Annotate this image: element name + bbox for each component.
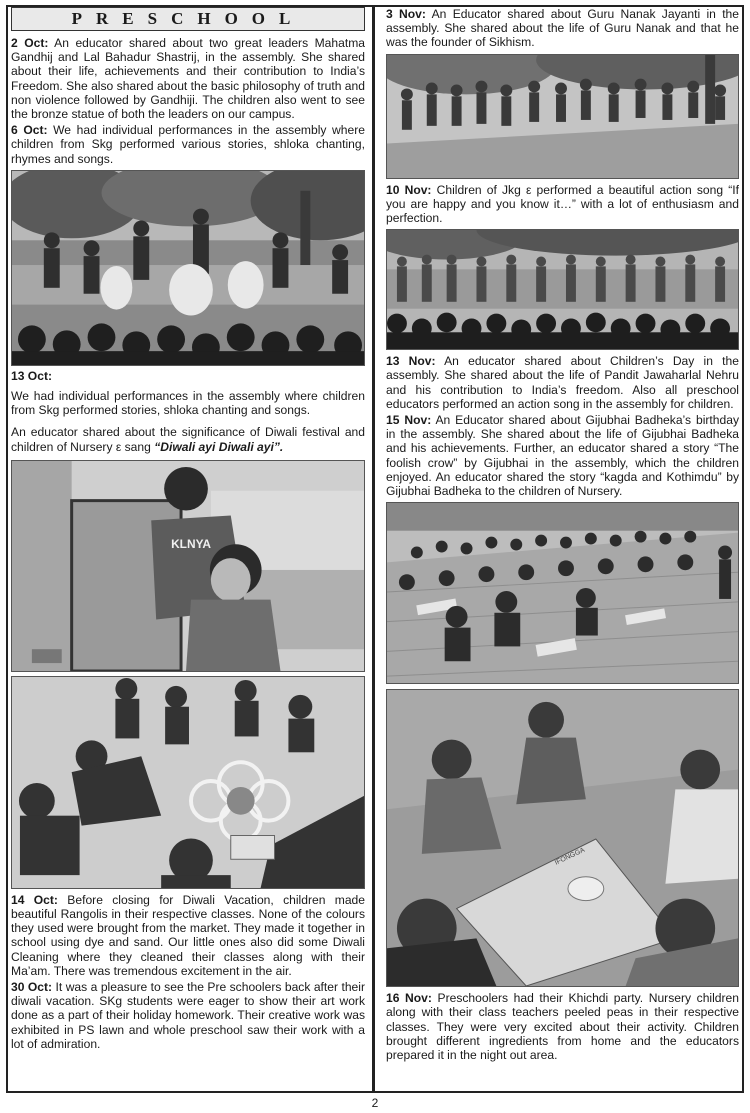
tshirt-print: KLNYA: [171, 537, 212, 552]
photo-diwali-cleaning: [11, 460, 365, 672]
entry-date: 15 Nov:: [386, 413, 432, 428]
entry-date: 13 Nov:: [386, 354, 436, 369]
photo-story-session: [386, 502, 739, 684]
entry-13-nov: [386, 354, 739, 411]
entry-13-oct-diwali: [11, 425, 365, 453]
entry-text: Preschoolers had their Khichdi party. Nursery children along with their class teachers peeled peas in their respective classes. They were very excited about their activity. Children brought different ingredients from home and the educators prepared it in the night out area.: [386, 991, 739, 1063]
entry-2-oct: [11, 36, 365, 121]
entry-date: 10 Nov:: [386, 182, 432, 197]
entry-date: 30 Oct:: [11, 980, 53, 995]
entry-date: 3 Nov:: [386, 7, 426, 21]
entry-10-nov: [386, 183, 739, 226]
entry-date: 14 Oct:: [11, 892, 58, 907]
entry-date: 16 Nov:: [386, 991, 432, 1006]
entry-date: 6 Oct:: [11, 123, 48, 138]
entry-13-oct-text: We had individual performances in the assembly where children from Skg performed stories, shloka chanting and songs.: [11, 389, 365, 418]
page-number: 2: [371, 1096, 379, 1110]
masthead-title: PRESCHOOL: [71, 9, 305, 28]
photo-educators-song: [386, 229, 739, 350]
photo-rangoli: [11, 676, 365, 889]
photo-khichdi-party: [386, 689, 739, 987]
entry-15-nov: [386, 413, 739, 498]
box-print: IFONGGA: [553, 847, 586, 867]
entry-text: It was a pleasure to see the Pre schoolers back after their diwali vacation. SKg students were eager to show their art work done as a part of their holiday homework. Their creative work was exhibited in PS lawn and whole preschool saw their work with a lot of admiration.: [11, 980, 365, 1051]
entry-14-oct: [11, 893, 365, 978]
entry-text: An educator shared about the significance of Diwali festival and children of Nursery ε sang: [11, 425, 365, 454]
column-divider: [372, 5, 375, 1093]
right-column: [386, 7, 739, 1064]
entry-13-oct-date: 13 Oct:: [11, 368, 52, 383]
entry-text: An Educator shared about Gijubhai Badheka’s birthday in the assembly. She shared about the life of Gijubhai Badheka and his achievements. Further, an educator shared a story “The foolish crow” by Gijubhai in the assembly, which the children enjoyed. An educator shared the story “kagda and Kothimdu” by Gijubhai Badheka to the children of Nursery.: [386, 413, 739, 499]
section-masthead: [11, 7, 365, 31]
entry-text: An Educator shared about Guru Nanak Jayanti in the assembly. She shared about the life of Guru Nanak and that he was the founder of Sikhism.: [386, 7, 739, 50]
entry-text: An educator shared about two great leaders Mahatma Gandhij and Lal Bahadur Shastrij, in the assembly. She shared about their life, achievements and their contribution to India’s Freedom. She also shared about the basic philosophy of truth and non violence followed by Gandhiji. The children also went to see the bronze statue of both the leaders on our campus.: [11, 36, 365, 122]
entry-date: 2 Oct:: [11, 36, 49, 50]
entry-30-oct: [11, 980, 365, 1051]
left-column: [11, 7, 365, 1053]
entry-text: Children of Jkg ε performed a beautiful action song “If you are happy and you know it…” with a lot of enthusiasm and perfection.: [386, 182, 740, 226]
entry-3-nov: [386, 7, 739, 50]
song-title: “Diwali ayi Diwali ayi”.: [154, 439, 284, 454]
photo-lineup: [386, 54, 739, 179]
entry-text: An educator shared about Children’s Day in the assembly. She shared about the life of Pandit Jawaharlal Nehru and his contribution to India’s freedom. Also all preschool educators performed an action song in the assembly for children.: [386, 354, 739, 411]
photo-skg-assembly: [11, 170, 365, 366]
entry-text: Before closing for Diwali Vacation, children made beautiful Rangolis in their respective classes. None of the colours they used were brought from the market. They made it together in school using dye and sand. Our little ones also did some Diwali Cleaning where they cleaned their classes along with their Ma’am. There was tremendous excitement in the air.: [11, 892, 366, 978]
entry-text: We had individual performances in the assembly where children from Skg performed various stories, shloka chanting, rhymes and songs.: [11, 123, 365, 166]
entry-16-nov: [386, 991, 739, 1062]
entry-6-oct: [11, 123, 365, 166]
